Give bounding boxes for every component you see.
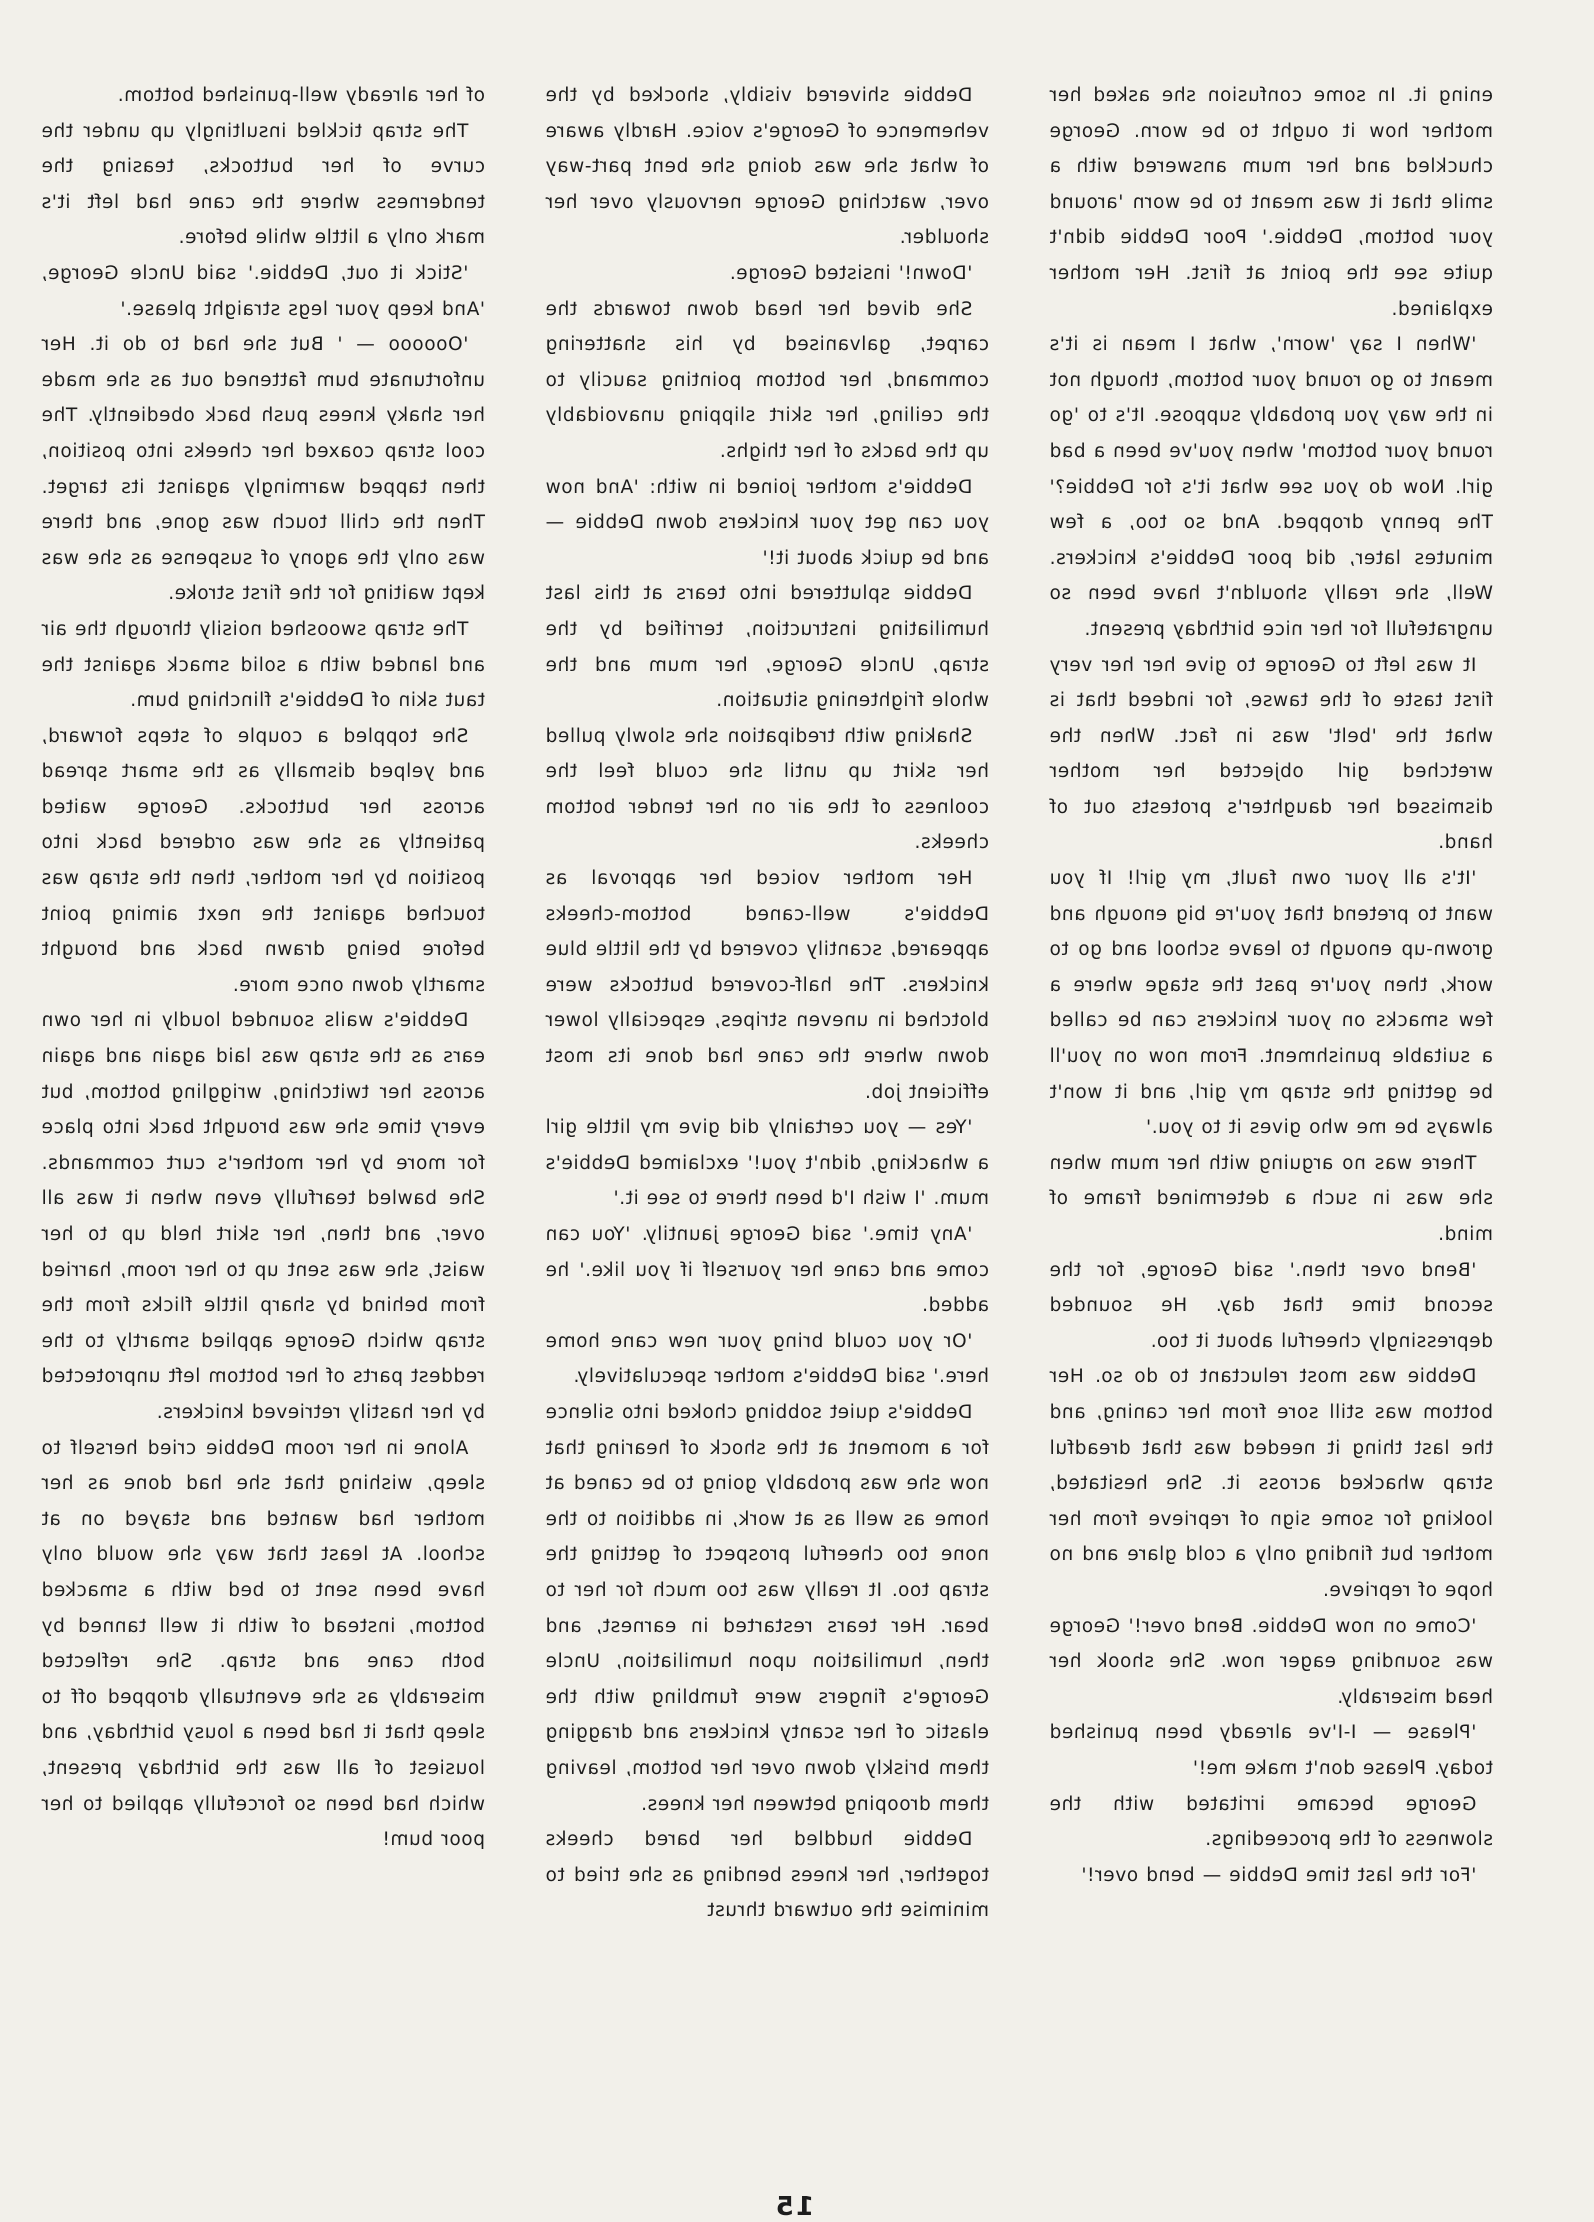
paragraph: She dived her head down towards the carpet, galvanised by his shattering command, her bottom pointing saucily to the ceiling, her skirt slipping unavoidably up the backs of her thighs. — [545, 298, 989, 462]
paragraph: 'Or you could bring your new cane home here.' said Debbie's mother speculatively. — [545, 1330, 989, 1388]
paragraph: 'Down!' insisted George. — [729, 262, 973, 284]
page-number: 15 — [773, 2192, 814, 2222]
paragraph: 'Please — I-I've already been punished today. Please don't make me!' — [1049, 1722, 1493, 1779]
paragraph: Her mother voiced her approval as Debbie's well-caned bottom-cheeks appeared, scantily covered by the little blue knickers. The half-covered buttocks were blotched in uneven stripes, especially lower down where the cane had done its most efficient job. — [545, 868, 989, 1103]
paragraph: The strap swooshed noisily through the air and landed with a solid smack against the taut skin of Debbie's flinching bum. — [41, 618, 485, 712]
paragraph: ening it. In some confusion she asked her mother how it ought to be worn. George chuckled and her mum answered with a smile that it was meant to be worn 'around your bottom, Debbie.' Poor Debbie didn't quite see the point at first. Her mother explained. — [1049, 85, 1493, 320]
paragraph: 'Any time.' said George jauntily. 'You can come and cane her yourself if you like.' he added. — [545, 1224, 989, 1317]
paragraph: 'For the last time Debbie — bend over!' — [1080, 1864, 1477, 1886]
paragraph: 'Stick it out, Debbie.' said Uncle George, 'And keep your legs straight please.' — [41, 262, 485, 320]
paragraph: George became irritated with the slowness of the proceedings. — [1049, 1793, 1493, 1851]
paragraph: Alone in her room Debbie cried herself to sleep, wishing that she had done as her mother had wanted and stayed on at school. At least that way she would only have been sent to bed with a smacked bottom, instead of with it well tanned by both cane and strap. She reflected miserably as she eventually dropped off to sleep that it had been a lousy birthday, and lousiest of all was the birthday present, which had been so forcefully applied to her poor bum! — [41, 1437, 485, 1851]
column-right — [41, 78, 485, 2158]
paragraph: Shaking with tredipation she slowly pulled her skirt up until she could feel the coolness of the air on her tender bottom cheeks. — [545, 725, 989, 854]
paragraph: Debbie's quiet sobbing choked into silence for a moment at the shock of hearing that now she was probably going to be caned at home as well as at work, in addition to the none too cheerful prospect of getting the strap too. It really was too much for her to bear. Her tears restarted in earnest, and then, humiliation upon humiliation, Uncle George's fingers were fumbling with the elastic of her scanty knickers and dragging them briskly down over her bottom, leaving them drooping between her knees. — [545, 1401, 989, 1815]
paragraph: 'Bend over then.' said George, for the second time that day. He sounded depressingly cheerful about it too. — [1049, 1259, 1493, 1352]
paragraph: Debbie huddled her bared cheeks together, her knees bending as she tried to minimise the outward thrust — [545, 1829, 989, 1922]
paragraph: 'Yes — you certainly did give my little girl a whacking, didn't you!' exclaimed Debbie's mum. 'I wish I'd been there to see it.' — [545, 1117, 989, 1210]
paragraph: Debbie shivered visibly, shocked by the vehemence of George's voice. Hardly aware of what she was doing she bent part-way over, watching George nervously over her shoulder. — [545, 85, 989, 249]
paragraph: The strap tickled insultingly up under the curve of her buttocks, teasing the tenderness where the cane had left it's mark only a little while before. — [41, 120, 485, 249]
paragraph: Debbie was most reluctant to do so. Her bottom was still sore from her caning, and the last thing it needed was that dreadful strap whacked across it. She hesitated, looking for some sign of reprieve from her mother but finding only a cold glare and no hope of reprieve. — [1049, 1366, 1493, 1601]
paragraph: 'It's all your own fault, my girl! If you want to pretend that you're big enough and grown-up enough to leave school and go to work, then you're past the stage where a few smacks on your knickers can be called a suitable punishment. From now on you'll be getting the strap my girl, and it won't always be me who gives it to you.' — [1049, 868, 1493, 1139]
paragraph: She toppled a couple of steps forward, and yelped dismally as the smart spread across her buttocks. George waited patiently as she was ordered back into position by her mother, then the strap was touched against the next aiming point before being drawn back and brought smartly down once more. — [41, 725, 485, 996]
column-middle — [545, 78, 989, 2158]
paragraph: of her already well-punished bottom. — [117, 85, 485, 106]
paragraph: 'Oooooo — ' But she had to do it. Her unfortunate bum fattened out as she made her shaky knees push back obediently. The cool strap coaxed her cheeks into position, then tapped warmingly against its target. Then the chill touch was gone, and there was only the agony of suspense as she was kept waiting for the first stroke. — [41, 334, 485, 605]
text-columns — [39, 78, 1493, 2158]
paragraph: It was left to George to give her her very first taste of the tawse, for indeed that is what the 'belt' was in fact. When the wretched girl objected her mother dismissed her daughter's protests out of hand. — [1049, 654, 1493, 854]
paragraph: There was no arguing with her mum when she was in such a determined frame of mind. — [1049, 1152, 1493, 1245]
paragraph: Debbie's mother joined in with: 'And now you can get your knickers down Debbie — and be quick about it!' — [545, 476, 989, 569]
column-left — [1049, 78, 1493, 2158]
paragraph: Debbie's wails sounded loudly in her own ears as the strap was laid again and again across her twitching, wriggling bottom, but every time she was brought back into place for more by her mother's curt commands. She bawled tearfully even when it was all over, and then, her skirt held up to her waist, she was sent up to her room, harried from behind by sharp little flicks from the strap which George applied smartly to the reddest parts of her bottom left unprotected by her hastily retrieved knickers. — [41, 1010, 485, 1423]
paragraph: 'When I say 'worn', what I mean is it's meant to go round your bottom, though not in the way you probably suppose. It's to 'go round your bottom' when you've been a bad girl. Now do you see what it's for Debbie?' The penny dropped. And so too, a few minutes later, did poor Debbie's knickers. Well, she really shouldn't have been so ungratefull for her nice birthday present. — [1049, 334, 1493, 640]
paragraph: 'Come on now Debbie. Bend over!' George was sounding eager now. She shook her head miserably. — [1049, 1615, 1493, 1708]
paragraph: Debbie spluttered into tears at this last humiliating instruction, terrified by the strap, Uncle George, her mum and the whole frightening situation. — [545, 583, 989, 712]
